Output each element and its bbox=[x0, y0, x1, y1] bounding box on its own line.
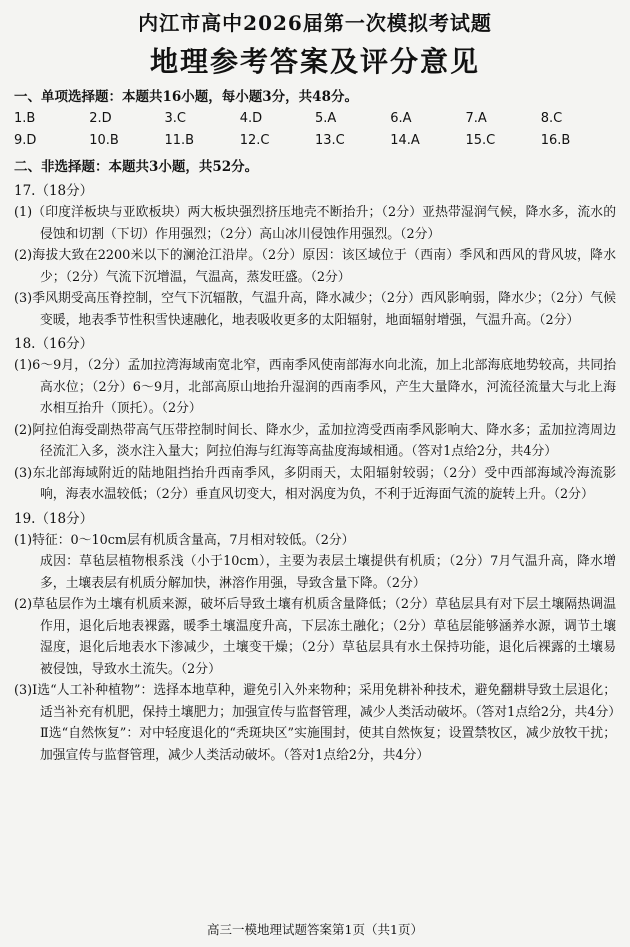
mcq-answer-grid bbox=[14, 108, 616, 152]
q18-label: 18.（16分） bbox=[14, 336, 94, 352]
mcq-answer: 3.C bbox=[164, 111, 186, 126]
mcq-answer: 1.B bbox=[14, 111, 36, 126]
mcq-answer: 16.B bbox=[540, 133, 571, 148]
document-title: 地理参考答案及评分意见 bbox=[149, 45, 480, 78]
mcq-answer: 5.A bbox=[315, 111, 337, 126]
q17-answer-1: (1)（印度洋板块与亚欧板块）两大板块强烈挤压地壳不断抬升；（2分）亚热带湿润气候，降水多，流水的侵蚀和切割（下切）作用强烈；（2分）高山冰川侵蚀作用强烈。（2分） bbox=[14, 205, 616, 242]
mcq-answer: 2.D bbox=[89, 111, 112, 126]
mcq-answer: 14.A bbox=[390, 133, 420, 148]
part2-heading: 二、非选择题：本题共3小题，共52分。 bbox=[14, 159, 259, 175]
part1-heading: 一、单项选择题：本题共16小题，每小题3分，共48分。 bbox=[14, 89, 358, 105]
mcq-answer: 7.A bbox=[465, 111, 487, 126]
exam-title: 内江市高中2026届第一次模拟考试题 bbox=[138, 11, 492, 35]
mcq-answer: 8.C bbox=[540, 111, 563, 126]
q17-label: 17.（18分） bbox=[14, 183, 94, 199]
q19-label: 19.（18分） bbox=[14, 510, 94, 527]
mcq-answer: 11.B bbox=[164, 133, 195, 148]
q19-answer-1: (1)特征：0～10cm层有机质含量高，7月相对较低。（2分） bbox=[14, 532, 355, 548]
q17-answer-3: (3)季风期受高压脊控制，空气下沉辐散，气温升高，降水减少；（2分）西风影响弱，降水少；（2分）气候变暖，地表季节性积雪快速融化，地表吸收更多的太阳辐射，地面辐射增强，气温升高。（2分） bbox=[14, 291, 616, 328]
q18-answer-2: (2)阿拉伯海受副热带高气压带控制时间长、降水少，孟加拉湾受西南季风影响大、降水多；孟加拉湾周边径流汇入多，淡水注入量大；阿拉伯海与红海等高盐度海域相通。（答对1点给2分，共4分） bbox=[14, 422, 616, 459]
mcq-answer: 6.A bbox=[390, 111, 412, 126]
q19-answer-3: (3)Ⅰ选“人工补种植物”：选择本地草种，避免引入外来物种；采用免耕补种技术，避免翻耕导致土层退化；适当补充有机肥，保持土壤肥力；加强宣传与监督管理，减少人类活动破坏。（答对1点给2分，共4分） bbox=[14, 683, 622, 720]
q19-answer-2: (2)草毡层作为土壤有机质来源，破坏后导致土壤有机质含量降低；（2分）草毡层具有对下层土壤隔热调温作用，退化后地表裸露，暖季土壤温度升高，下层冻土融化；（2分）草毡层能够涵养水源，调节土壤湿度，退化后地表水下渗减少，土壤变干燥；（2分）草毡层具有水土保持功能，退化后裸露的土壤易被侵蚀，导致水土流失。（2分） bbox=[14, 597, 616, 677]
mcq-answer: 9.D bbox=[14, 133, 37, 148]
mcq-answer: 4.D bbox=[239, 111, 263, 126]
q18-answer-1: (1)6～9月，（2分）孟加拉湾海域南宽北窄，西南季风使南部海水向北流，加上北部海底地势较高，共同抬高水位；（2分）6～9月，北部高原山地抬升湿润的西南季风，产生大量降水，河流径流量大与北上海水相互抬升（顶托）。（2分） bbox=[14, 358, 616, 416]
q18-answer-3: (3)东北部海域附近的陆地阻挡抬升西南季风，多阴雨天，太阳辐射较弱；（2分）受中西部海域冷海流影响，海表水温较低；（2分）垂直风切变大，相对涡度为负，不利于近海面气流的旋转上升。（2分） bbox=[14, 465, 616, 502]
mcq-answer: 15.C bbox=[465, 133, 496, 148]
mcq-answer: 12.C bbox=[239, 133, 270, 148]
mcq-answer: 10.B bbox=[89, 133, 119, 148]
q19-answer-1-reason: 成因：草毡层植物根系浅（小于10cm），主要为表层土壤提供有机质；（2分）7月气温升高，降水增多，土壤表层有机质分解加快，淋溶作用强，导致含量下降。（2分） bbox=[40, 554, 616, 591]
page-footer: 高三一模地理试题答案第1页（共1页） bbox=[207, 922, 423, 937]
mcq-answer: 13.C bbox=[315, 133, 345, 148]
q17-answer-2: (2)海拔大致在2200米以下的澜沧江沿岸。（2分）原因：该区域位于（西南）季风和西风的背风坡，降水少；（2分）气流下沉增温，气温高，蒸发旺盛。（2分） bbox=[14, 248, 616, 285]
q19-answer-3-option2: Ⅱ选“自然恢复”：对中轻度退化的“秃斑块区”实施围封，使其自然恢复；设置禁牧区，减少放牧干扰；加强宣传与监督管理，减少人类活动破坏。（答对1点给2分，共4分） bbox=[40, 726, 616, 763]
